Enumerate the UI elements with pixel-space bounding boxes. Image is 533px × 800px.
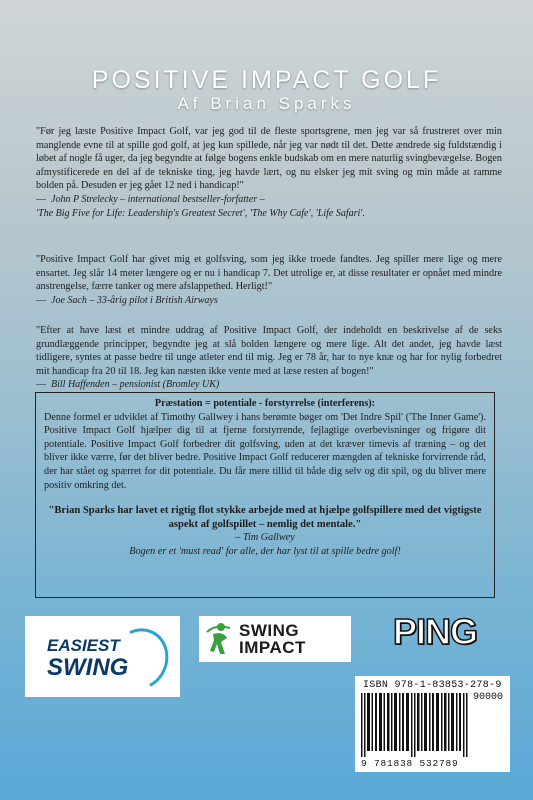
formula-heading: Præstation = potentiale - forstyrrelse (interferens): bbox=[154, 398, 376, 409]
swing-impact-word-2: IMPACT bbox=[239, 638, 306, 657]
golfer-icon bbox=[205, 622, 233, 656]
attribution-dash: — bbox=[36, 193, 46, 205]
attribution-name: Joe Sach – 33-årig pilot i British Airways bbox=[51, 294, 218, 306]
attribution-dash: — bbox=[36, 294, 46, 306]
testimonial-sach bbox=[36, 253, 502, 307]
gallwey-quote: "Brian Sparks har lavet et rigtig flot stykke arbejde med at hjælpe golfspillere med det vigtigste aspekt af golfspillet – nemlig det mentale." bbox=[48, 505, 482, 530]
testimonial-attribution bbox=[36, 193, 502, 207]
swing-impact-word-1: SWING bbox=[239, 621, 300, 640]
testimonial-text: "Efter at have læst et mindre uddrag af Positive Impact Golf, der indeholdt en beskrivelse af de seks grundlæggende principper, begyndte jeg at slå bolden længere og mere lige. Alt det andet, jeg havde læst tidligere, syntes at passe bedre til unge atleter end til mig. Jeg er 78 år, har to nye knæ og har for nylig forbedret mit handicap fra 20 til 18. Jeg kan næsten ikke vente med at læse resten af bogen!" bbox=[36, 325, 502, 377]
barcode-icon bbox=[361, 693, 469, 757]
testimonial-attribution bbox=[36, 294, 502, 308]
ean-number: 9 781838 532789 bbox=[361, 758, 459, 769]
testimonial-text: "Før jeg læste Positive Impact Golf, var jeg god til de fleste sportsgrene, men jeg var så frustreret over min manglende evne til at spille god golf, at jeg kun spillede, når jeg var nødt til det. Dette ændrede sig fuldstændig i løbet af nogle få uger, da jeg begyndte at følge bogens enkle budskab om en mere naturlig svingbevægelse. Bogen afmystificerede en del af de tekniske ting, jeg havde lært, og nu elsker jeg mit sving og min måde at ramme bolden på. Desuden er jeg gået 12 ned i handicap!" bbox=[36, 126, 502, 192]
testimonial-haffenden bbox=[36, 324, 502, 392]
swing-impact-logo bbox=[199, 616, 351, 662]
attribution-dash: — bbox=[36, 379, 46, 391]
testimonial-attribution-books: 'The Big Five for Life: Leadership's Greatest Secret', 'The Why Cafe', 'Life Safari'. bbox=[36, 207, 365, 219]
must-read-tagline: Bogen er et 'must read' for alle, der har lyst til at spille bedre golf! bbox=[129, 545, 401, 557]
ping-logo bbox=[372, 611, 498, 653]
price-code: 90000 bbox=[472, 692, 503, 703]
testimonial-text: "Positive Impact Golf har givet mig et golfsving, som jeg ikke troede fandtes. Jeg spiller mere lige og mere ensartet. Jeg slår 14 meter længere og er nu i handicap 7. Det utrolige er, at disse resultater er opnået med mindre anstrengelse, færre tanker og mere afslappethed. Herligt!" bbox=[36, 254, 502, 293]
attribution-name: Bill Haffenden – pensionist (Bromley UK) bbox=[51, 379, 220, 391]
isbn-barcode bbox=[355, 676, 510, 772]
swing-impact-wordmark bbox=[239, 622, 306, 656]
book-title: POSITIVE IMPACT GOLF bbox=[91, 66, 442, 94]
book-author: Af Brian Sparks bbox=[177, 94, 356, 113]
formula-box bbox=[35, 392, 495, 598]
gallwey-attribution: – Tim Gallwey bbox=[235, 532, 295, 544]
attribution-name: John P Strelecky – international bestseller-forfatter – bbox=[51, 193, 265, 205]
easiest-logo-word-2: SWING bbox=[47, 653, 129, 681]
testimonial-strelecky bbox=[36, 125, 502, 220]
swing-arc-icon bbox=[103, 620, 177, 697]
easiest-swing-logo bbox=[25, 616, 180, 697]
testimonial-attribution bbox=[36, 378, 502, 392]
easiest-logo-word-1: EASIEST bbox=[47, 635, 120, 655]
formula-description: Denne formel er udviklet af Timothy Gallwey i hans berømte bøger om 'Det Indre Spil' ('The Inner Game'). Positive Impact Golf hjælper dig til at fjerne forstyrrende, fejlagtige overbevisninger og frigøre dit potentiale. Positive Impact Golf forbedrer dit golfsving, uden at det kræver timevis af træning – og det bliver ikke værre, før det bliver bedre. Positive Impact Golf reducerer mængden af tekniske forvirrende råd, der har stået og spærret for dit potentiale. Du får mere tillid til både dig selv og dit spil, og du bliver mere positiv omkring det. bbox=[44, 411, 486, 491]
isbn-number: ISBN 978-1-83853-278-9 bbox=[363, 680, 502, 691]
ping-wordmark: PING bbox=[392, 611, 477, 652]
